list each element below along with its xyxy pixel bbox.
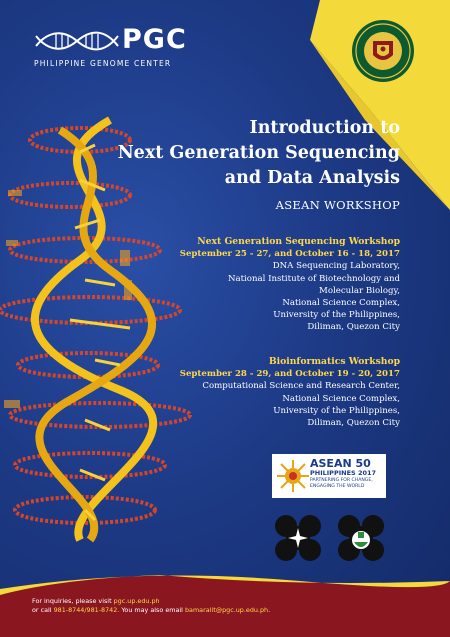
logo-text: PGC xyxy=(122,24,187,55)
phone-number: 981-8744/981-8742. xyxy=(53,606,120,614)
bio-venue-line: Diliman, Quezon City xyxy=(307,418,400,429)
bio-heading: Bioinformatics Workshop xyxy=(268,356,400,367)
title-line-2: Next Generation Sequencing xyxy=(117,143,400,163)
footer-line-1 xyxy=(32,597,270,606)
ngs-venue-line: National Institute of Biotechnology and xyxy=(227,273,400,284)
university-seal-icon xyxy=(351,19,415,83)
bio-dates: September 28 - 29, and October 19 - 20, 2017 xyxy=(179,369,400,380)
footer-line-2 xyxy=(32,606,270,615)
footer-visit-text: For inquiries, please visit xyxy=(32,597,114,605)
bio-venue-line: National Science Complex, xyxy=(282,393,400,404)
bio-venue-line: Computational Science and Research Center, xyxy=(202,381,400,392)
asean-50-badge xyxy=(272,454,386,498)
ngs-heading: Next Generation Sequencing Workshop xyxy=(197,236,400,247)
logo-subtitle: PHILIPPINE GENOME CENTER xyxy=(34,59,172,68)
ngs-dates: September 25 - 27, and October 16 - 18, 2017 xyxy=(179,249,400,260)
asean-country: PHILIPPINES 2017 xyxy=(310,469,377,477)
ngs-venue-line: Diliman, Quezon City xyxy=(307,322,400,333)
partner-logo-2-icon xyxy=(335,512,387,564)
ngs-workshop-section xyxy=(170,236,400,334)
ngs-venue-line: National Science Complex, xyxy=(282,298,400,309)
footer-contact xyxy=(32,597,270,615)
asean-tagline-1: PARTNERING FOR CHANGE, xyxy=(310,478,373,483)
footer-call-text: or call xyxy=(32,606,54,614)
ngs-venue-line: DNA Sequencing Laboratory, xyxy=(272,261,400,272)
website-link[interactable]: pgc.up.edu.ph xyxy=(113,597,160,605)
asean-sun-icon xyxy=(276,458,310,494)
ngs-venue-line: Molecular Biology, xyxy=(319,285,400,296)
asean-title: ASEAN 50 xyxy=(310,457,371,470)
bio-venue-line: University of the Philippines, xyxy=(273,405,400,416)
title-line-3: and Data Analysis xyxy=(224,168,400,188)
footer-email-text: You may also email xyxy=(119,606,185,614)
footer-end-text: . xyxy=(268,606,271,614)
partner-logo-1-icon xyxy=(272,512,324,564)
title-line-1: Introduction to xyxy=(249,118,400,138)
poster-subtitle: ASEAN WORKSHOP xyxy=(275,198,400,212)
dna-logo-icon xyxy=(34,26,120,56)
bioinformatics-workshop-section xyxy=(170,356,400,429)
poster-title xyxy=(100,116,400,191)
asean-tagline-2: ENGAGING THE WORLD xyxy=(310,483,365,489)
email-link[interactable]: bamaralit@pgc.up.edu.ph xyxy=(184,606,269,614)
ngs-venue-line: University of the Philippines, xyxy=(273,310,400,321)
